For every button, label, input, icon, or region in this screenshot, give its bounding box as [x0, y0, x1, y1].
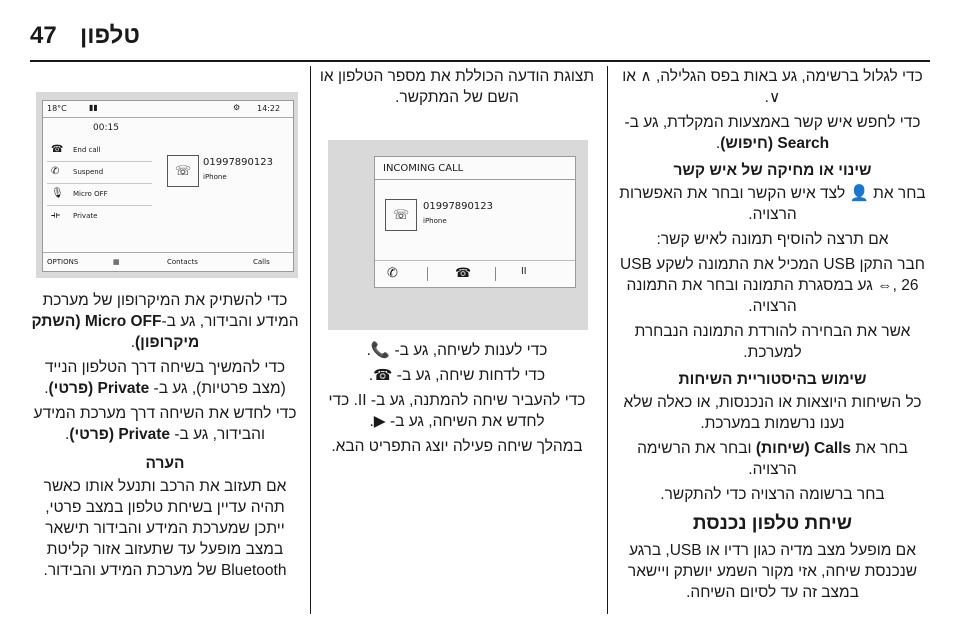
call-buttons [375, 260, 575, 287]
end-call-icon: ☎ [51, 144, 64, 155]
incoming-call-screen [328, 140, 588, 330]
calls-button[interactable]: Calls [253, 258, 270, 266]
paragraph: אם תרצה להוסיף תמונה לאיש קשר: [656, 231, 889, 248]
microphone-icon: 🎙 [51, 188, 64, 199]
paragraph: אשר את הבחירה להורדת התמונה הנבחרת למערכת. [634, 323, 911, 361]
active-call-display [42, 100, 294, 272]
paragraph: כדי לענות לשיחה, גע ב- 📞. [366, 342, 548, 359]
bottom-bar [43, 252, 293, 271]
contact-icon: ☏ [385, 199, 417, 231]
paragraph: תצוגת הודעה הכוללת את מספר הטלפון או השם של המתקשר. [319, 68, 595, 106]
left-column [30, 290, 300, 585]
section-title: שיחת טלפון נכנסת [692, 513, 853, 534]
status-bar [43, 101, 293, 118]
section-heading: שינוי או מחיקה של איש קשר [673, 162, 872, 179]
clock: 14:22 [257, 104, 281, 113]
note-text: אם תעזוב את הרכב ותנעל אותו כאשר תהיה עדיין בשיחת טלפון במצב פרטי, ייתכן שמערכת המידע והבידור תישאר במצב מופעל עד שתעזוב אזור קליטת Bluetooth של מערכת המידע והבידור. [43, 478, 287, 579]
menu-label: Micro OFF [73, 190, 108, 198]
hold-icon[interactable]: II [521, 266, 527, 277]
divider [375, 179, 575, 180]
page-title: טלפון [80, 22, 140, 49]
suspend-icon: ✆ [51, 166, 60, 177]
temperature: 18°C [47, 104, 67, 113]
note-title: הערה [145, 455, 185, 472]
paragraph: כדי להשתיק את המיקרופון של מערכת המידע והבידור, גע ב-Micro OFF (השתק מיקרופון). [31, 292, 299, 351]
private-icon: ⟛ [51, 210, 61, 221]
caller-device: iPhone [203, 173, 227, 181]
paragraph: כדי להמשיך בשיחה דרך הטלפון הנייד (מצב פרטיות), גע ב- Private (פרטי). [44, 359, 286, 397]
caller-number: 01997890123 [423, 201, 493, 212]
paragraph: כל השיחות היוצאות או הנכנסות, או כאלה שלא נענו נרשמות במערכת. [623, 394, 922, 432]
paragraph: אם מופעל מצב מדיה כגון רדיו או USB, ברגע שנכנסת שיחה, אזי מקור השמע יושתק ויישאר במצב זה עד לסיום השיחה. [627, 542, 918, 601]
active-call-screen [36, 92, 298, 278]
settings-icon: ⚙ [233, 103, 241, 112]
caller-device: iPhone [423, 217, 447, 225]
keypad-icon[interactable]: ▦ [113, 258, 120, 266]
paragraph: חבר התקן USB המכיל את התמונה לשקע USB ⇔, 26 גע במסגרת התמונה ובחר את התמונה הרצויה. [620, 256, 925, 315]
paragraph: כדי להעביר שיחה להמתנה, גע ב- II. כדי לחדש את השיחה, גע ב- ▶. [328, 392, 586, 430]
paragraph: בחר ברשומה הרצויה כדי להתקשר. [660, 486, 885, 503]
paragraph: בחר את 👤 לצד איש הקשר ובחר את האפשרות הרצויה. [619, 185, 926, 223]
call-timer: 00:15 [93, 123, 119, 133]
reject-icon[interactable]: ☎ [455, 265, 472, 280]
menu-item-private[interactable] [47, 205, 152, 227]
dialog-title: INCOMING CALL [383, 163, 464, 174]
incoming-call-dialog [374, 156, 576, 288]
signal-icon: ▮▮ [89, 103, 98, 112]
menu-label: Suspend [73, 168, 104, 176]
menu-item-end-call[interactable] [47, 139, 152, 162]
right-column [615, 66, 930, 607]
page-number: 47 [30, 22, 57, 49]
paragraph: כדי לגלול ברשימה, גע באות בפס הגלילה, ∧ או ∨. [622, 68, 923, 106]
section-heading: שימוש בהיסטוריית השיחות [678, 371, 867, 388]
middle-column-lower [318, 340, 596, 461]
contact-icon: ☏ [167, 155, 199, 187]
caller-number: 01997890123 [203, 157, 273, 168]
paragraph: במהלך שיחה פעילה יוצג התפריט הבא. [331, 438, 583, 455]
contacts-button[interactable]: Contacts [167, 258, 198, 266]
paragraph: כדי לחפש איש קשר באמצעות המקלדת, גע ב-Search (חיפוש). [624, 114, 921, 152]
column-divider [310, 66, 311, 614]
options-button[interactable]: OPTIONS [47, 258, 79, 266]
middle-column [318, 66, 596, 112]
menu-item-micro-off[interactable] [47, 183, 152, 206]
column-divider [607, 66, 608, 614]
paragraph: כדי לדחות שיחה, גע ב- ☎. [368, 367, 546, 384]
separator [495, 267, 496, 281]
separator [427, 267, 428, 281]
menu-label: Private [73, 212, 98, 220]
answer-icon[interactable]: ✆ [387, 265, 398, 280]
menu-label: End call [73, 146, 101, 154]
paragraph: כדי לחדש את השיחה דרך מערכת המידע והבידור, גע ב- Private (פרטי). [33, 405, 297, 443]
header-rule [30, 60, 930, 62]
menu-item-suspend[interactable] [47, 161, 152, 184]
paragraph: בחר את Calls (שיחות) ובחר את הרשימה הרצויה. [637, 440, 908, 478]
